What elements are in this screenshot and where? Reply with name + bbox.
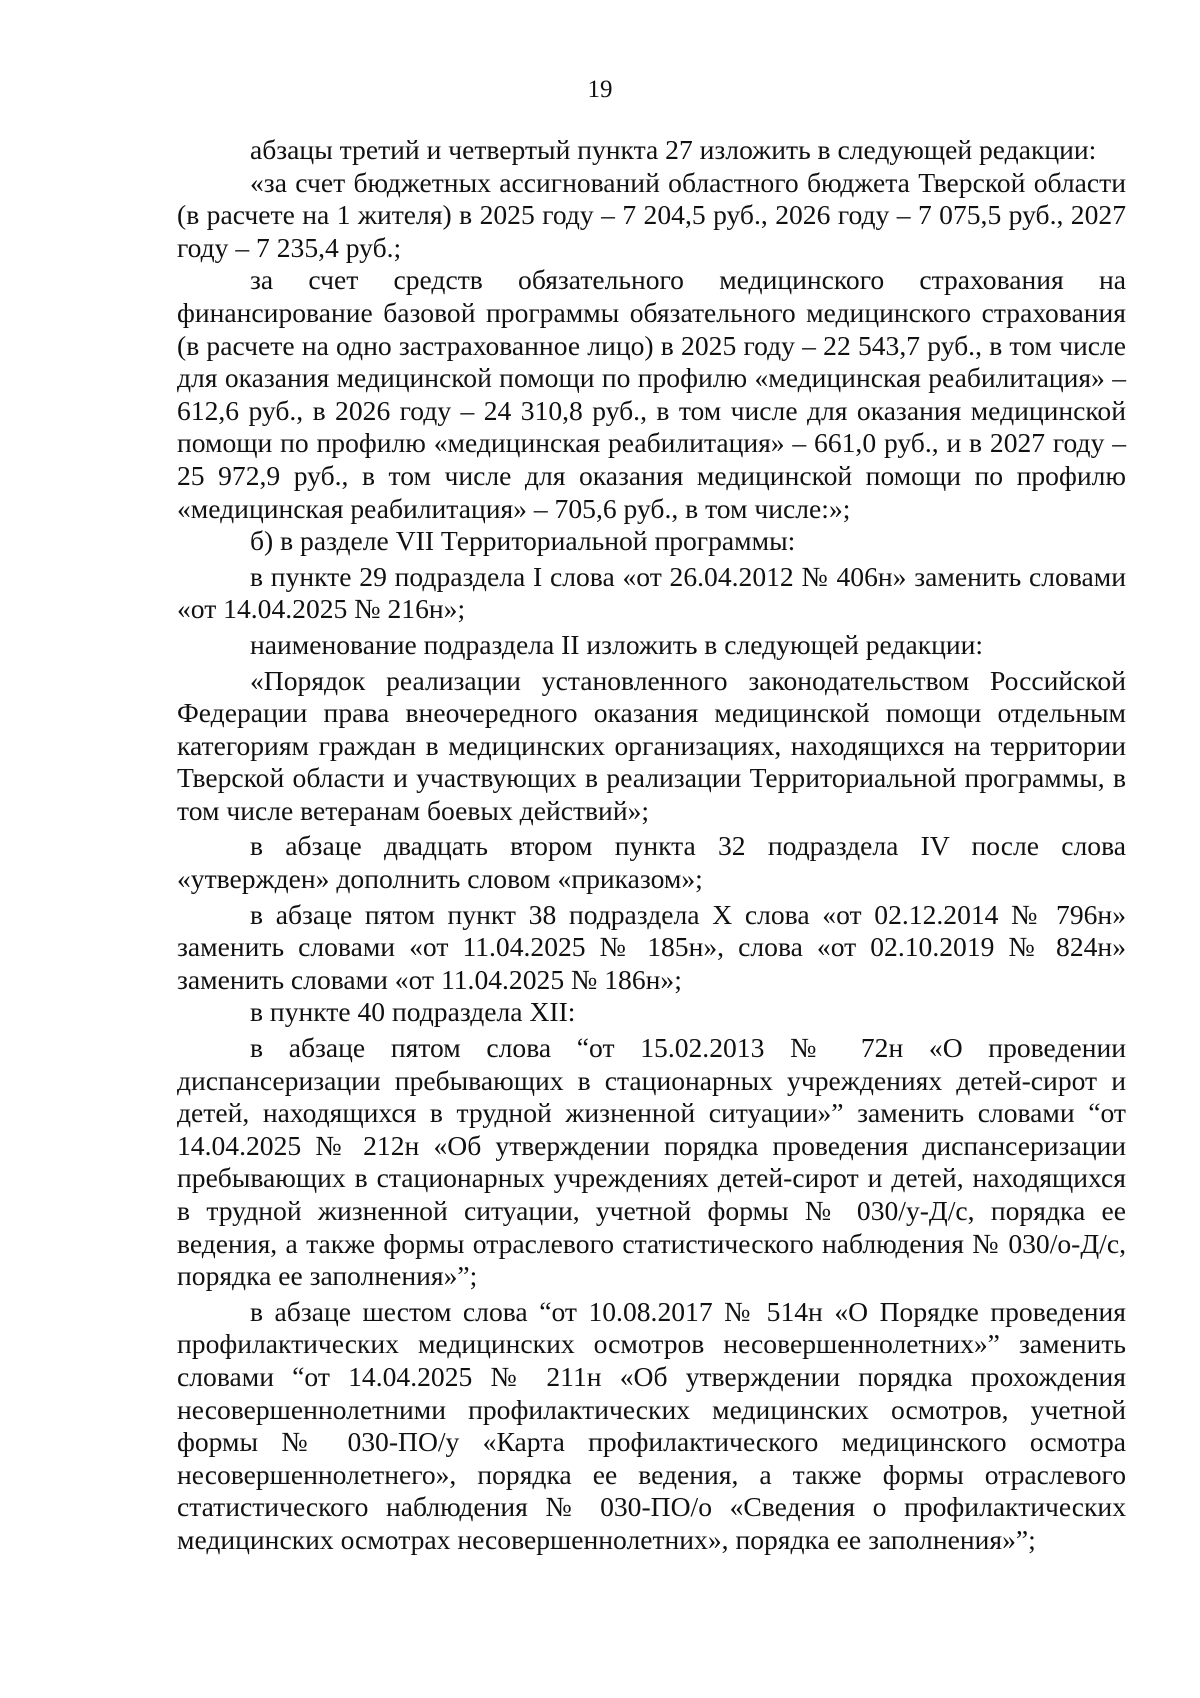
paragraph-8: в абзаце двадцать втором пункта 32 подраздела IV после слова «утвержден» дополнить словом «приказом»;: [177, 830, 1126, 895]
page-number: 19: [587, 76, 613, 103]
paragraph-5: в пункте 29 подраздела I слова «от 26.04.2012 № 406н» заменить словами «от 14.04.2025 № 216н»;: [177, 560, 1126, 625]
paragraph-4: б) в разделе VII Территориальной программы:: [250, 525, 796, 557]
document-body: [177, 134, 1126, 1557]
paragraph-11: в абзаце пятом слова “от 15.02.2013 № 72н «О проведении диспансеризации пребывающих в стационарных учреждениях детей-сирот и детей, находящихся в трудной жизненной ситуации»” заменить словами “от 14.04.2025 № 212н «Об утверждении порядка проведения диспансеризации пребывающих в стационарных учреждениях детей-сирот и детей, находящихся в трудной жизненной ситуации, учетной формы № 030/у-Д/с, порядка ее ведения, а также формы отраслевого статистического наблюдения № 030/о-Д/с, порядка ее заполнения»”;: [177, 1032, 1126, 1292]
paragraph-1: абзацы третий и четвертый пункта 27 изложить в следующей редакции:: [250, 134, 1097, 165]
paragraph-3: за счет средств обязательного медицинского страхования на финансирование базовой программы обязательного медицинского страхования (в расчете на одно застрахованное лицо) в 2025 году – 22 543,7 руб., в том числе для оказания медицинской помощи по профилю «медицинская реабилитация» – 612,6 руб., в 2026 году – 24 310,8 руб., в том числе для оказания медицинской помощи по профилю «медицинская реабилитация» – 661,0 руб., и в 2027 году – 25 972,9 руб., в том числе для оказания медицинской помощи по профилю «медицинская реабилитация» – 705,6 руб., в том числе:»;: [177, 264, 1126, 524]
paragraph-9: в абзаце пятом пункт 38 подраздела X слова «от 02.12.2014 № 796н» заменить словами «от 11.04.2025 № 185н», слова «от 02.10.2019 № 824н» заменить словами «от 11.04.2025 № 186н»;: [177, 898, 1126, 995]
paragraph-2: «за счет бюджетных ассигнований областного бюджета Тверской области (в расчете на 1 жителя) в 2025 году – 7 204,5 руб., 2026 году – 7 075,5 руб., 2027 году – 7 235,4 руб.;: [177, 166, 1126, 263]
paragraph-10: в пункте 40 подраздела XII:: [250, 996, 576, 1028]
paragraph-7: «Порядок реализации установленного законодательством Российской Федерации права внеочередного оказания медицинской помощи отдельным категориям граждан в медицинских организациях, находящихся на территории Тверской области и участвующих в реализации Территориальной программы, в том числе ветеранам боевых действий»;: [177, 664, 1126, 826]
paragraph-6: наименование подраздела II изложить в следующей редакции:: [250, 628, 984, 660]
paragraph-12: в абзаце шестом слова “от 10.08.2017 № 514н «О Порядке проведения профилактических медицинских осмотров несовершеннолетних»” заменить словами “от 14.04.2025 № 211н «Об утверждении порядка прохождения несовершеннолетними профилактических медицинских осмотров, учетной формы № 030-ПО/у «Карта профилактического медицинского осмотра несовершеннолетнего», порядка ее ведения, а также формы отраслевого статистического наблюдения № 030-ПО/о «Сведения о профилактических медицинских осмотрах несовершеннолетних», порядка ее заполнения»”;: [177, 1295, 1126, 1555]
